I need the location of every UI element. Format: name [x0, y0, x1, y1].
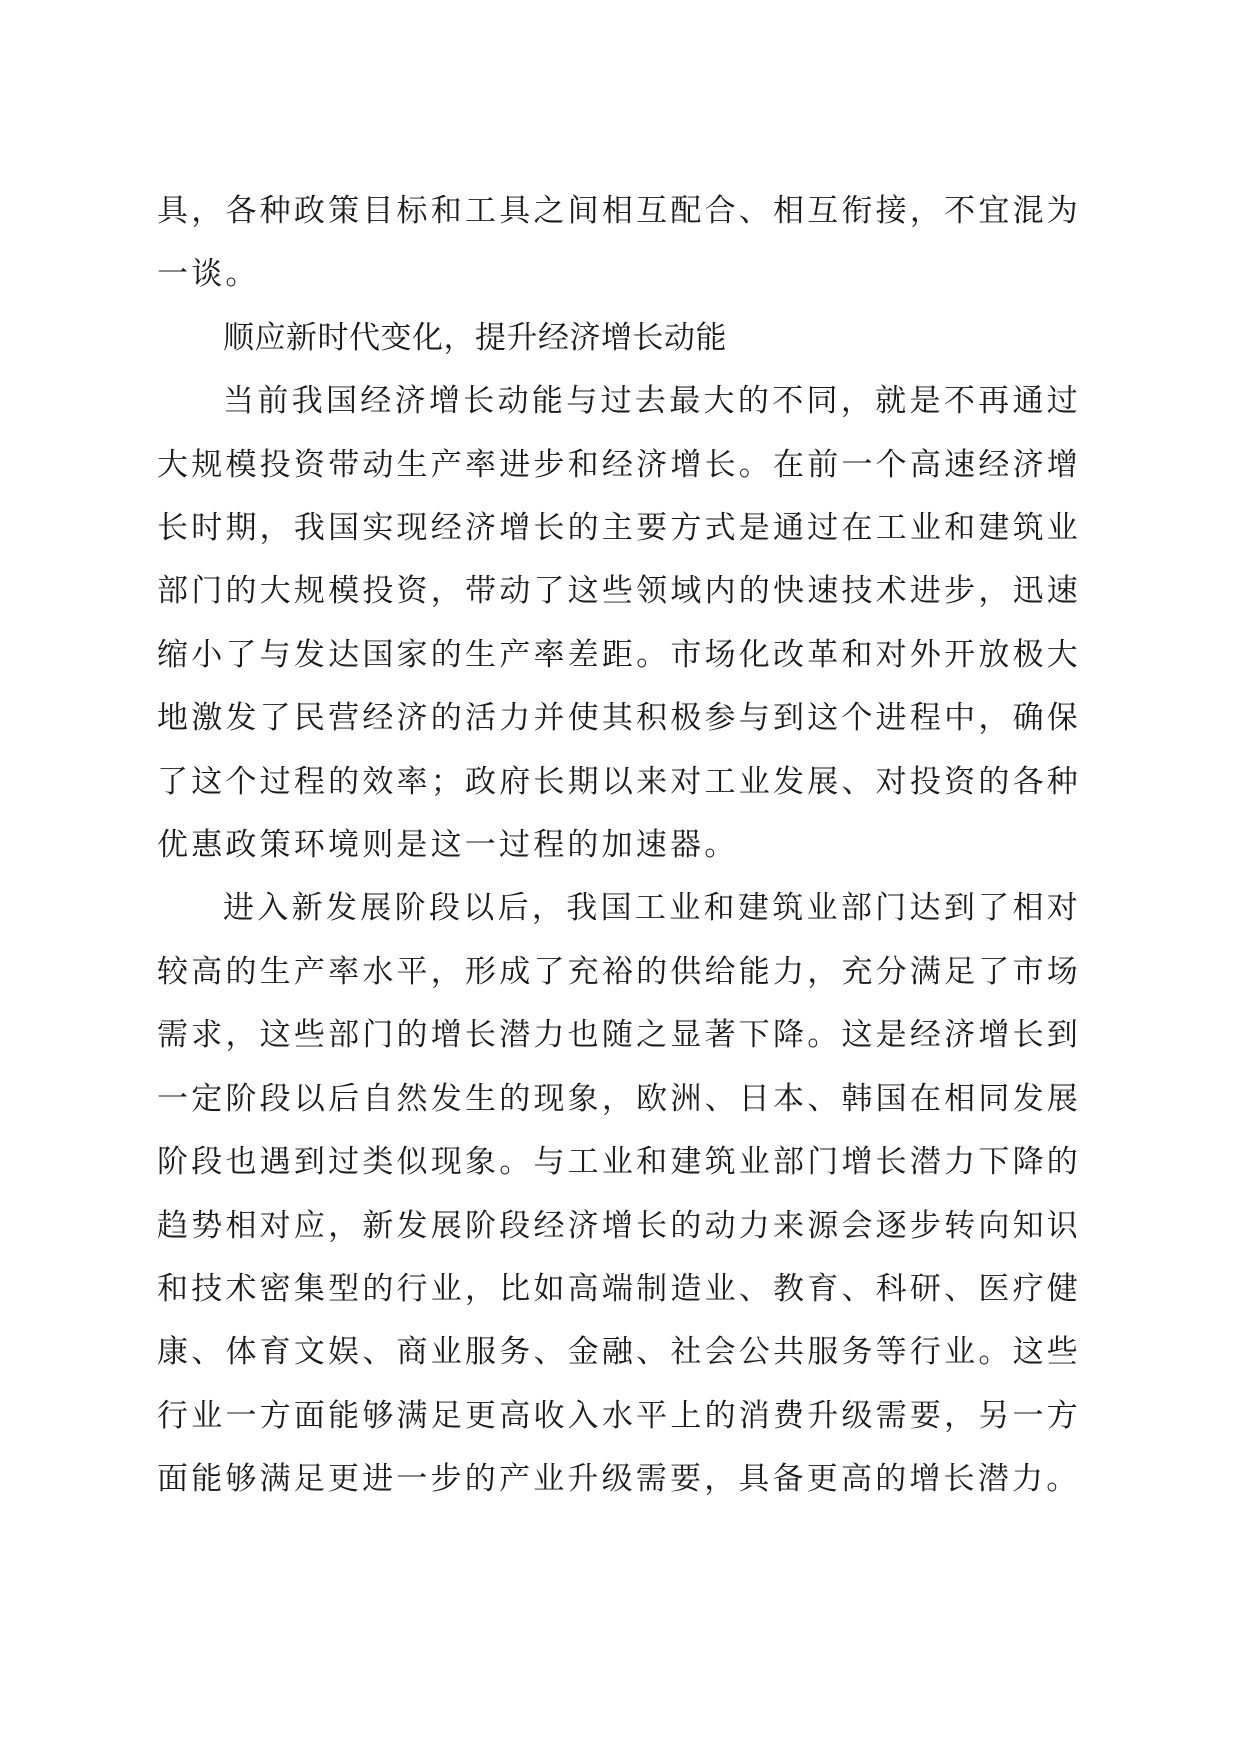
- body-text: [157, 180, 1081, 1512]
- paragraph-growth-momentum: 当前我国经济增长动能与过去最大的不同，就是不再通过大规模投资带动生产率进步和经济增长。在前一个高速经济增长时期，我国实现经济增长的主要方式是通过在工业和建筑业部门的大规模投资，带动了这些领域内的快速技术进步，迅速缩小了与发达国家的生产率差距。市场化改革和对外开放极大地激发了民营经济的活力并使其积极参与到这个进程中，确保了这个过程的效率；政府长期以来对工业发展、对投资的各种优惠政策环境则是这一过程的加速器。: [157, 383, 1081, 864]
- section-heading: 顺应新时代变化，提升经济增长动能: [223, 319, 727, 356]
- paragraph-continuation: 具，各种政策目标和工具之间相互配合、相互衔接，不宜混为一谈。: [157, 193, 1081, 293]
- paragraph-new-stage: 进入新发展阶段以后，我国工业和建筑业部门达到了相对较高的生产率水平，形成了充裕的供给能力，充分满足了市场需求，这些部门的增长潜力也随之显著下降。这是经济增长到一定阶段以后自然发生的现象，欧洲、日本、韩国在相同发展阶段也遇到过类似现象。与工业和建筑业部门增长潜力下降的趋势相对应，新发展阶段经济增长的动力来源会逐步转向知识和技术密集型的行业，比如高端制造业、教育、科研、医疗健康、体育文娱、商业服务、金融、社会公共服务等行业。这些行业一方面能够满足更高收入水平上的消费升级需要，另一方面能够满足更进一步的产业升级需要，具备更高的增长潜力。: [157, 890, 1081, 1498]
